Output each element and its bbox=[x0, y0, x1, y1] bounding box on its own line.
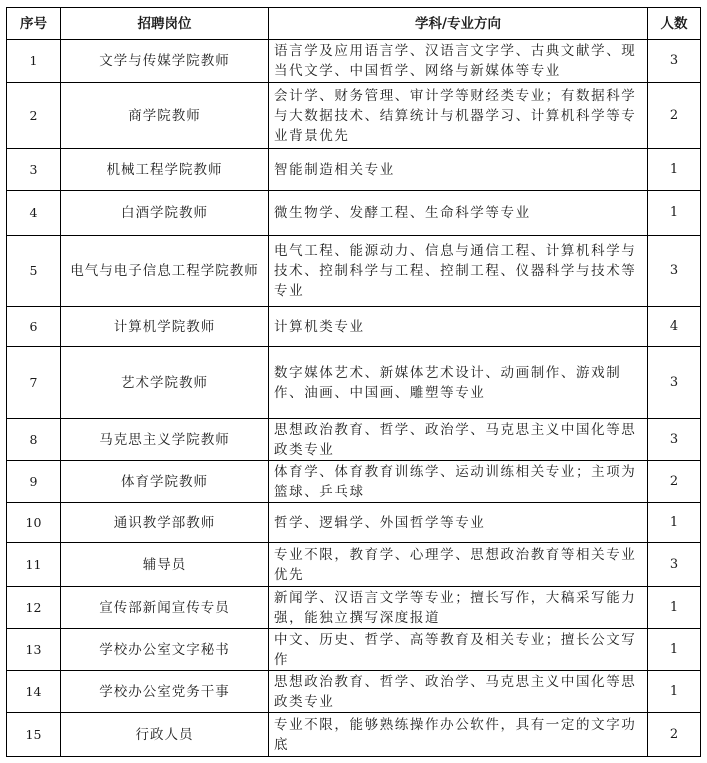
row-count: 4 bbox=[648, 307, 701, 347]
row-position: 通识教学部教师 bbox=[61, 503, 269, 543]
row-position: 商学院教师 bbox=[61, 83, 269, 149]
row-serial: 4 bbox=[7, 191, 61, 236]
row-count: 1 bbox=[648, 629, 701, 671]
row-position: 白酒学院教师 bbox=[61, 191, 269, 236]
row-direction: 计算机类专业 bbox=[269, 307, 648, 347]
row-direction: 智能制造相关专业 bbox=[269, 149, 648, 191]
header-direction: 学科/专业方向 bbox=[269, 8, 648, 40]
row-serial: 2 bbox=[7, 83, 61, 149]
row-position: 学校办公室党务干事 bbox=[61, 671, 269, 713]
row-count: 2 bbox=[648, 461, 701, 503]
row-position: 体育学院教师 bbox=[61, 461, 269, 503]
table-row bbox=[7, 419, 701, 461]
row-serial: 5 bbox=[7, 236, 61, 307]
header-position: 招聘岗位 bbox=[61, 8, 269, 40]
table-row bbox=[7, 347, 701, 419]
table-row bbox=[7, 543, 701, 587]
row-position: 艺术学院教师 bbox=[61, 347, 269, 419]
table-row bbox=[7, 713, 701, 757]
row-count: 3 bbox=[648, 236, 701, 307]
row-count: 1 bbox=[648, 503, 701, 543]
header-serial: 序号 bbox=[7, 8, 61, 40]
table-row bbox=[7, 503, 701, 543]
row-serial: 11 bbox=[7, 543, 61, 587]
table-row bbox=[7, 629, 701, 671]
row-serial: 7 bbox=[7, 347, 61, 419]
row-position: 辅导员 bbox=[61, 543, 269, 587]
row-direction: 思想政治教育、哲学、政治学、马克思主义中国化等思政类专业 bbox=[269, 419, 648, 461]
row-direction: 思想政治教育、哲学、政治学、马克思主义中国化等思政类专业 bbox=[269, 671, 648, 713]
table-row bbox=[7, 191, 701, 236]
row-count: 1 bbox=[648, 671, 701, 713]
row-count: 3 bbox=[648, 347, 701, 419]
row-serial: 9 bbox=[7, 461, 61, 503]
row-count: 1 bbox=[648, 149, 701, 191]
row-position: 文学与传媒学院教师 bbox=[61, 40, 269, 83]
row-serial: 1 bbox=[7, 40, 61, 83]
row-serial: 3 bbox=[7, 149, 61, 191]
row-direction: 新闻学、汉语言文学等专业；擅长写作，大稿采写能力强，能独立撰写深度报道 bbox=[269, 587, 648, 629]
row-serial: 14 bbox=[7, 671, 61, 713]
row-position: 计算机学院教师 bbox=[61, 307, 269, 347]
row-direction: 会计学、财务管理、审计学等财经类专业；有数据科学与大数据技术、结算统计与机器学习、计算机科学等专业背景优先 bbox=[269, 83, 648, 149]
row-count: 2 bbox=[648, 83, 701, 149]
row-position: 行政人员 bbox=[61, 713, 269, 757]
row-direction: 数字媒体艺术、新媒体艺术设计、动画制作、游戏制作、油画、中国画、雕塑等专业 bbox=[269, 347, 648, 419]
row-count: 2 bbox=[648, 713, 701, 757]
table-row bbox=[7, 307, 701, 347]
row-serial: 8 bbox=[7, 419, 61, 461]
header-count: 人数 bbox=[648, 8, 701, 40]
row-position: 宣传部新闻宣传专员 bbox=[61, 587, 269, 629]
row-direction: 语言学及应用语言学、汉语言文字学、古典文献学、现当代文学、中国哲学、网络与新媒体等专业 bbox=[269, 40, 648, 83]
table-row bbox=[7, 149, 701, 191]
row-direction: 电气工程、能源动力、信息与通信工程、计算机科学与技术、控制科学与工程、控制工程、仪器科学与技术等专业 bbox=[269, 236, 648, 307]
row-count: 3 bbox=[648, 419, 701, 461]
row-count: 1 bbox=[648, 587, 701, 629]
row-serial: 13 bbox=[7, 629, 61, 671]
table-row bbox=[7, 83, 701, 149]
row-direction: 专业不限，能够熟练操作办公软件，具有一定的文字功底 bbox=[269, 713, 648, 757]
row-direction: 专业不限，教育学、心理学、思想政治教育等相关专业优先 bbox=[269, 543, 648, 587]
row-position: 电气与电子信息工程学院教师 bbox=[61, 236, 269, 307]
table-row bbox=[7, 461, 701, 503]
table-row bbox=[7, 671, 701, 713]
row-serial: 10 bbox=[7, 503, 61, 543]
row-count: 1 bbox=[648, 191, 701, 236]
row-direction: 微生物学、发酵工程、生命科学等专业 bbox=[269, 191, 648, 236]
row-position: 机械工程学院教师 bbox=[61, 149, 269, 191]
row-serial: 15 bbox=[7, 713, 61, 757]
row-serial: 6 bbox=[7, 307, 61, 347]
table-row bbox=[7, 587, 701, 629]
table-row bbox=[7, 236, 701, 307]
recruitment-table-wrapper bbox=[6, 7, 700, 757]
table-row bbox=[7, 40, 701, 83]
row-direction: 体育学、体育教育训练学、运动训练相关专业；主项为篮球、乒乓球 bbox=[269, 461, 648, 503]
row-count: 3 bbox=[648, 543, 701, 587]
row-direction: 哲学、逻辑学、外国哲学等专业 bbox=[269, 503, 648, 543]
row-position: 学校办公室文字秘书 bbox=[61, 629, 269, 671]
recruitment-table bbox=[6, 7, 701, 757]
row-count: 3 bbox=[648, 40, 701, 83]
row-position: 马克思主义学院教师 bbox=[61, 419, 269, 461]
row-serial: 12 bbox=[7, 587, 61, 629]
table-header-row bbox=[7, 8, 701, 40]
row-direction: 中文、历史、哲学、高等教育及相关专业；擅长公文写作 bbox=[269, 629, 648, 671]
